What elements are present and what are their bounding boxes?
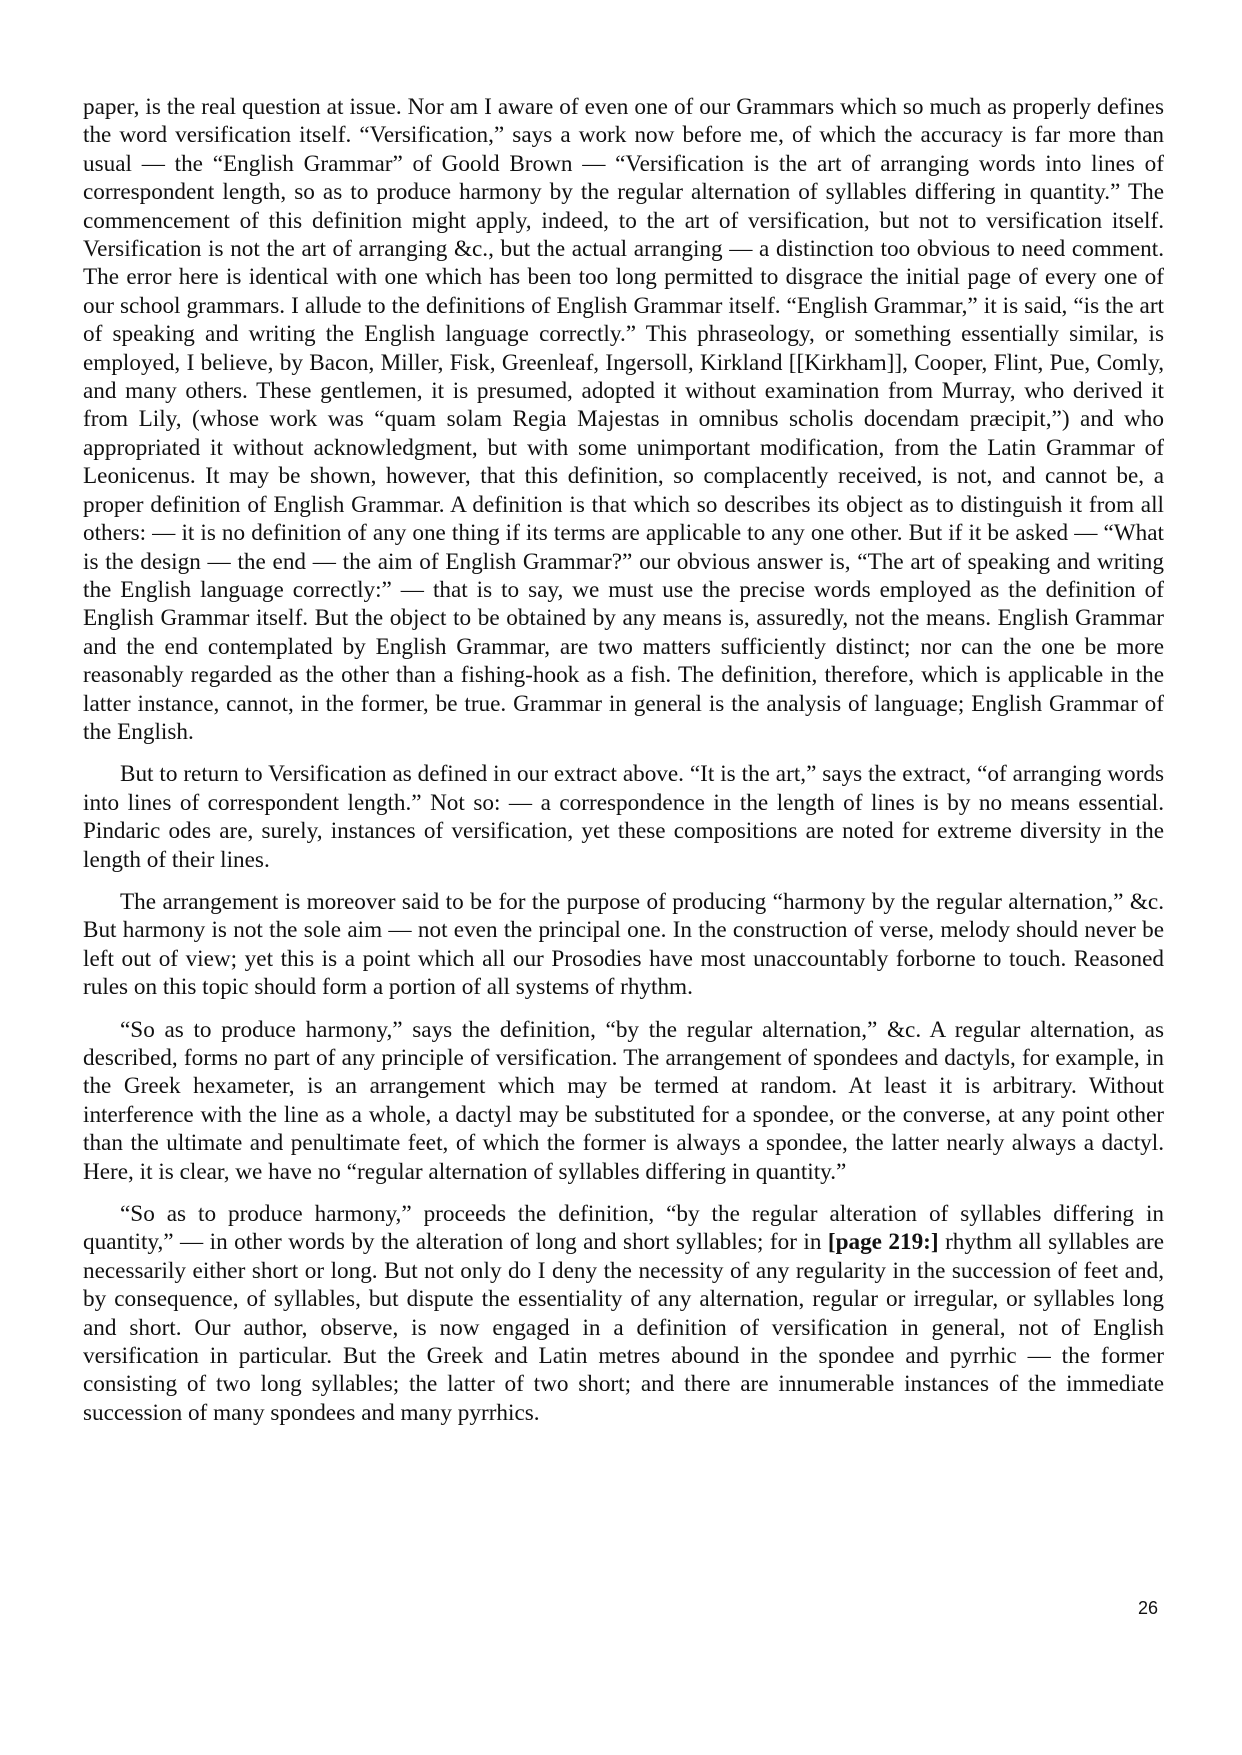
paragraph-5 [83,1200,1164,1427]
paragraph-1: paper, is the real question at issue. Nor am I aware of even one of our Grammars which so much as properly defines the word versification itself. “Versification,” says a work now before me, of which the accuracy is far more than usual — the “English Grammar” of Goold Brown — “Versification is the art of arranging words into lines of correspondent length, so as to produce harmony by the regular alternation of syllables differing in quantity.” The commencement of this definition might apply, indeed, to the art of versification, but not to versification itself. Versification is not the art of arranging &c., but the actual arranging — a distinction too obvious to need comment. The error here is identical with one which has been too long permitted to disgrace the initial page of every one of our school grammars. I allude to the definitions of English Grammar itself. “English Grammar,” it is said, “is the art of speaking and writing the English language correctly.” This phraseology, or something essentially similar, is employed, I believe, by Bacon, Miller, Fisk, Greenleaf, Ingersoll, Kirkland [[Kirkham]], Cooper, Flint, Pue, Comly, and many others. These gentlemen, it is presumed, adopted it without examination from Murray, who derived it from Lily, (whose work was “quam solam Regia Majestas in omnibus scholis docendam præcipit,”) and who appropriated it without acknowledgment, but with some unimportant modification, from the Latin Grammar of Leonicenus. It may be shown, however, that this definition, so complacently received, is not, and cannot be, a proper definition of English Grammar. A definition is that which so describes its object as to distinguish it from all others: — it is no definition of any one thing if its terms are applicable to any one other. But if it be asked — “What is the design — the end — the aim of English Grammar?” our obvious answer is, “The art of speaking and writing the English language correctly:” — that is to say, we must use the precise words employed as the definition of English Grammar itself. But the object to be obtained by any means is, assuredly, not the means. English Grammar and the end contemplated by English Grammar, are two matters sufficiently distinct; nor can the one be more reasonably regarded as the other than a fishing-hook as a fish. The definition, therefore, which is applicable in the latter instance, cannot, in the former, be true. Grammar in general is the analysis of language; English Grammar of the English. [83,94,1164,745]
paragraph-3: The arrangement is moreover said to be for the purpose of producing “harmony by the regular alternation,” &c. But harmony is not the sole aim — not even the principal one. In the construction of verse, melody should never be left out of view; yet this is a point which all our Prosodies have most unaccountably forborne to touch. Reasoned rules on this topic should form a portion of all systems of rhythm. [83,888,1164,1001]
document-body [83,93,1164,1441]
paragraph-5-text-after: rhythm all syllables are necessarily either short or long. But not only do I deny the necessity of any regularity in the succession of feet and, by consequence, of syllables, but dispute the essentiality of any alternation, regular or irregular, or syllables long and short. Our author, observe, is now engaged in a definition of versification in general, not of English versification in particular. But the Greek and Latin metres abound in the spondee and pyrrhic — the former consisting of two long syllables; the latter of two short; and there are innumerable instances of the immediate succession of many spondees and many pyrrhics. [83,1229,1164,1426]
paragraph-2: But to return to Versification as defined in our extract above. “It is the art,” says the extract, “of arranging words into lines of correspondent length.” Not so: — a correspondence in the length of lines is by no means essential. Pindaric odes are, surely, instances of versification, yet these compositions are noted for extreme diversity in the length of their lines. [83,761,1164,873]
paragraph-5-text-before: “So as to produce harmony,” proceeds the definition, “by the regular alteration of syllables differing in quantity,” — in other words by the alteration of long and short syllables; for in [83,1201,1164,1256]
paragraph-4: “So as to produce harmony,” says the definition, “by the regular alternation,” &c. A regular alternation, as described, forms no part of any principle of versification. The arrangement of spondees and dactyls, for example, in the Greek hexameter, is an arrangement which may be termed at random. At least it is arbitrary. Without interference with the line as a whole, a dactyl may be substituted for a spondee, or the converse, at any point other than the ultimate and penultimate feet, of which the former is always a spondee, the latter nearly always a dactyl. Here, it is clear, we have no “regular alternation of syllables differing in quantity.” [83,1016,1164,1185]
page-reference: [page 219:] [827,1229,939,1256]
page-number: 26 [1138,1598,1159,1618]
